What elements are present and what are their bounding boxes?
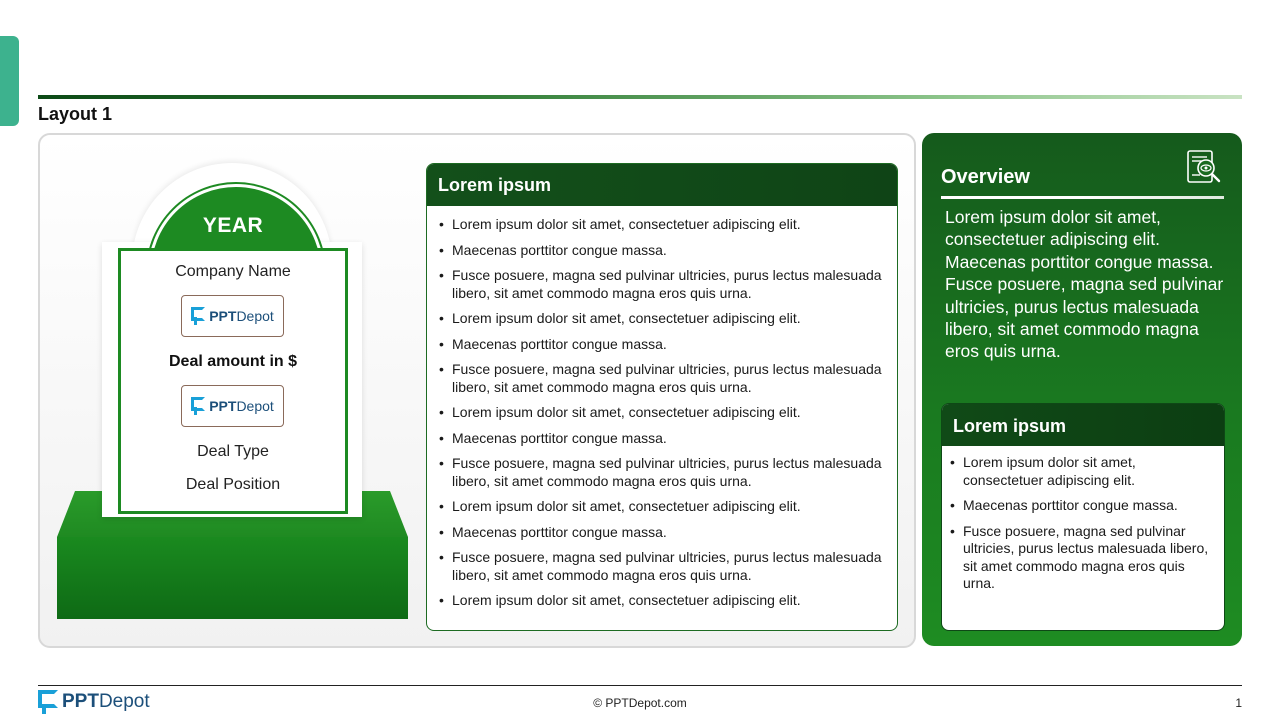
card-title: Lorem ipsum <box>942 404 1224 446</box>
logo-text-bold: PPT <box>209 308 237 324</box>
overview-divider <box>941 196 1224 199</box>
list-item: • Fusce posuere, magna sed pulvinar ultricies, purus lectus malesuada libero, sit amet commodo magna eros quis urna. <box>439 455 883 490</box>
logo-text-rest: Depot <box>98 691 150 712</box>
list-item: • Lorem ipsum dolor sit amet, consectetuer adipiscing elit. <box>950 454 1214 489</box>
page-title: Layout 1 <box>38 104 113 124</box>
bullet-list <box>427 206 897 610</box>
list-item: • Lorem ipsum dolor sit amet, consectetuer adipiscing elit. <box>439 404 883 422</box>
page-number: 1 <box>1235 696 1242 710</box>
list-item: • Maecenas porttitor congue massa. <box>950 497 1214 515</box>
profile-card <box>118 248 348 514</box>
list-item: • Lorem ipsum dolor sit amet, consectetuer adipiscing elit. <box>439 216 883 234</box>
list-item: • Fusce posuere, magna sed pulvinar ultricies, purus lectus malesuada libero, sit amet commodo magna eros quis urna. <box>439 267 883 302</box>
list-item: • Maecenas porttitor congue massa. <box>439 524 883 542</box>
footer-divider <box>38 685 1242 686</box>
deal-amount: Deal amount in $ <box>168 353 298 370</box>
list-item: • Lorem ipsum dolor sit amet, consectetuer adipiscing elit. <box>439 498 883 516</box>
list-item: • Lorem ipsum dolor sit amet, consectetuer adipiscing elit. <box>439 592 883 610</box>
card-title: Lorem ipsum <box>427 164 897 206</box>
list-item: • Fusce posuere, magna sed pulvinar ultricies, purus lectus malesuada libero, sit amet commodo magna eros quis urna. <box>439 361 883 396</box>
document-search-icon <box>1185 148 1223 188</box>
logo-text-bold: PPT <box>209 398 237 414</box>
copyright: © PPTDepot.com <box>593 696 687 710</box>
title-rule <box>38 95 1242 99</box>
list-item: • Maecenas porttitor congue massa. <box>439 336 883 354</box>
bullet-list <box>942 446 1224 593</box>
list-item: • Fusce posuere, magna sed pulvinar ultricies, purus lectus malesuada libero, sit amet commodo magna eros quis urna. <box>439 549 883 584</box>
overview-title: Overview <box>941 166 1030 188</box>
logo-text-rest: Depot <box>236 308 274 324</box>
list-item: • Fusce posuere, magna sed pulvinar ultricies, purus lectus malesuada libero, sit amet commodo magna eros quis urna. <box>950 523 1214 593</box>
year-label: YEAR <box>202 214 264 237</box>
deal-type: Deal Type <box>197 443 269 460</box>
pedestal-base <box>57 537 408 619</box>
list-item: • Maecenas porttitor congue massa. <box>439 242 883 260</box>
ppt-depot-logo-icon <box>191 307 205 325</box>
ppt-depot-logo-icon <box>38 690 58 714</box>
ppt-depot-logo-icon <box>191 397 205 415</box>
company-name: Company Name <box>175 263 291 280</box>
list-item: • Maecenas porttitor congue massa. <box>439 430 883 448</box>
deal-logo <box>181 385 284 427</box>
deal-position: Deal Position <box>185 476 281 493</box>
lorem-ipsum-card <box>426 163 898 631</box>
lorem-ipsum-side-card <box>941 403 1225 631</box>
company-logo <box>181 295 284 337</box>
list-item: • Lorem ipsum dolor sit amet, consectetuer adipiscing elit. <box>439 310 883 328</box>
side-accent-tab <box>0 36 19 126</box>
logo-text-rest: Depot <box>236 398 274 414</box>
overview-body: Lorem ipsum dolor sit amet, consectetuer adipiscing elit. Maecenas porttitor congue massa. Fusce posuere, magna sed pulvinar ultricies, purus lectus malesuada libero, sit amet commodo magna eros quis urna. <box>945 207 1224 362</box>
logo-text-bold: PPT <box>62 691 99 712</box>
footer-logo <box>38 690 150 714</box>
